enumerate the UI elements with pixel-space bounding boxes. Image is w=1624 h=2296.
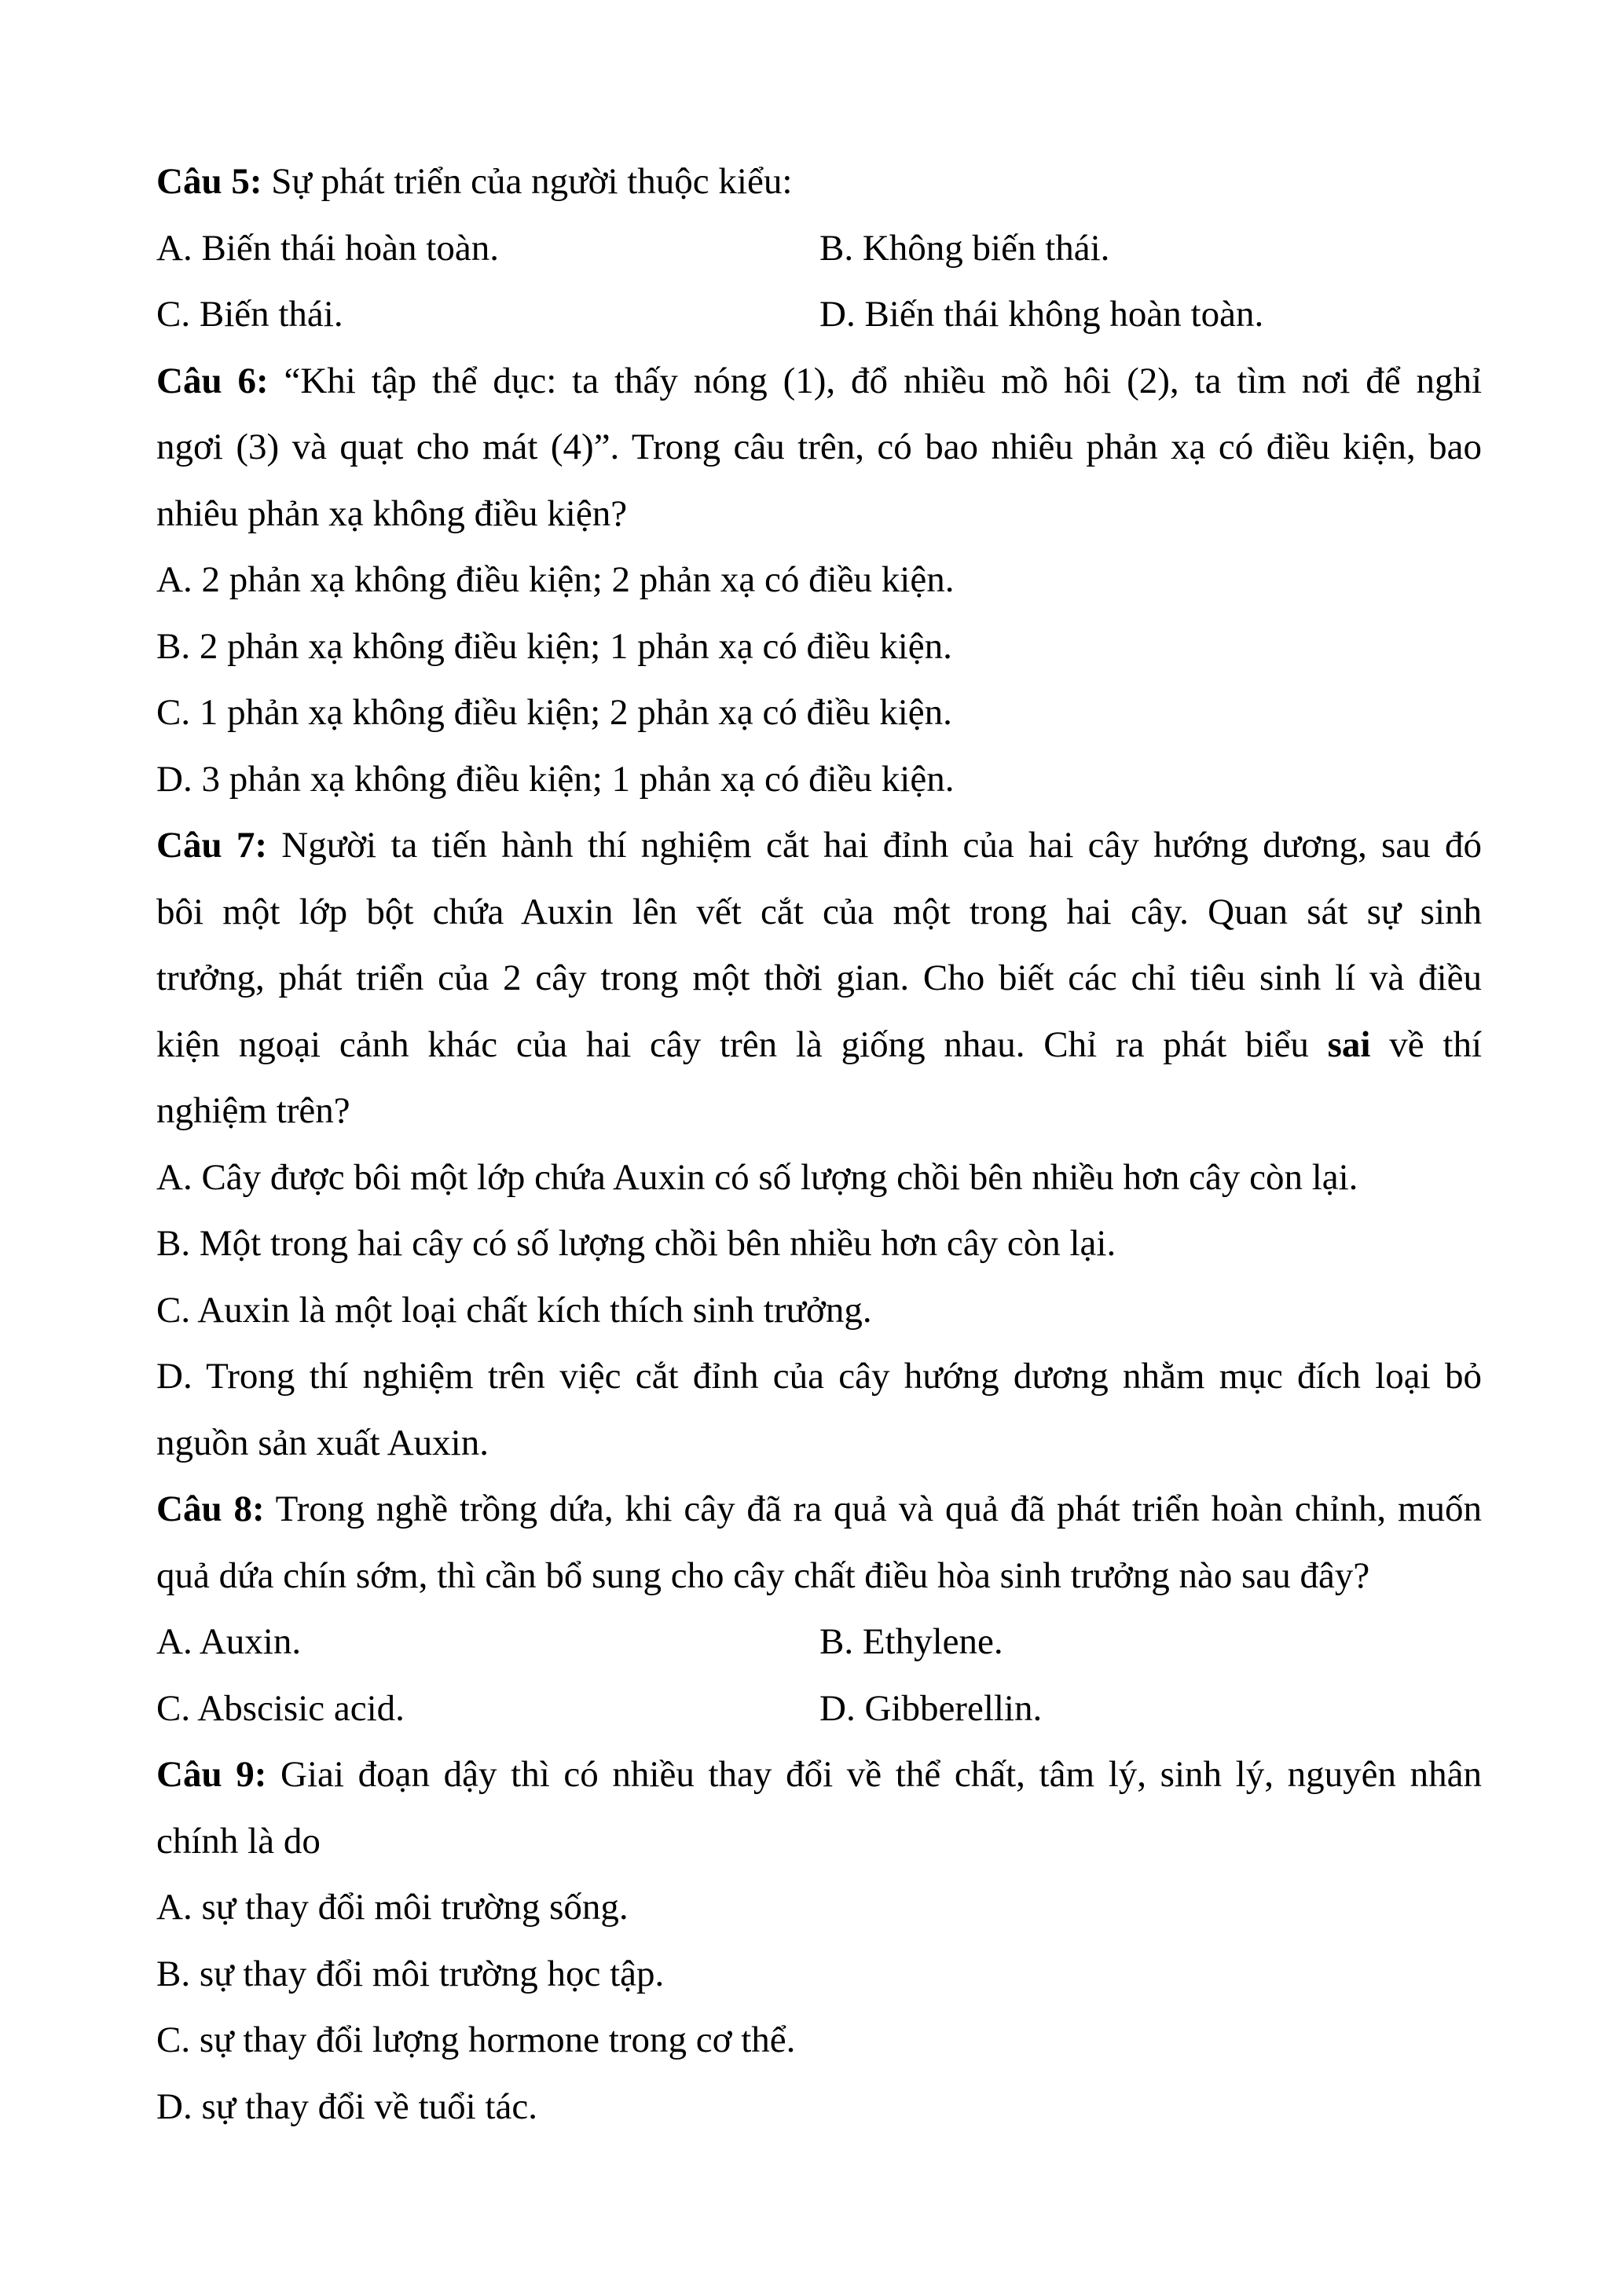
option-text: nguồn sản xuất Auxin. [156,1422,489,1463]
answer-option: B. Không biến thái. [819,227,1110,269]
answer-option [156,2007,1482,2074]
question-line [156,1012,1482,1078]
question-text: Sự phát triển của người thuộc kiểu: [262,161,793,202]
answer-option: C. Biến thái. [156,294,343,335]
answer-option: B. Ethylene. [819,1621,1003,1662]
option-text: C. Auxin là một loại chất kích thích sinh trưởng. [156,1289,872,1331]
answer-option [156,613,1482,680]
question-text: Trong nghề trồng dứa, khi cây đã ra quả và quả đã phát triển hoàn chỉnh, muốn [264,1489,1482,1529]
question-line [156,414,1482,481]
answer-option [156,1210,1482,1277]
question-text: trưởng, phát triển của 2 cây trong một thời gian. Cho biết các chỉ tiêu sinh lí và điều [156,958,1482,998]
answer-option [156,1277,1482,1344]
question-text: Người ta tiến hành thí nghiệm cắt hai đỉnh của hai cây hướng dương, sau đó [267,825,1482,866]
option-text: C. 1 phản xạ không điều kiện; 2 phản xạ có điều kiện. [156,692,952,733]
option-row [156,281,1482,348]
question-text: “Khi tập thể dục: ta thấy nóng (1), đổ nhiều mồ hôi (2), ta tìm nơi để nghỉ [268,360,1482,401]
answer-option [156,547,1482,613]
question-text: về thí [1370,1023,1482,1065]
question-line [156,1543,1482,1609]
answer-option: D. Biến thái không hoàn toàn. [819,294,1264,335]
question-label: Câu 7: [156,825,267,866]
question-line [156,812,1482,879]
answer-option: D. Gibberellin. [819,1687,1043,1729]
question-line [156,148,1482,215]
question-text: ngơi (3) và quạt cho mát (4)”. Trong câu trên, có bao nhiêu phản xạ có điều kiện, bao [156,427,1482,467]
question-text: Giai đoạn dậy thì có nhiều thay đổi về thể chất, tâm lý, sinh lý, nguyên nhân [266,1754,1482,1795]
question-label: Câu 9: [156,1754,267,1795]
answer-option [156,679,1482,746]
answer-option: A. Biến thái hoàn toàn. [156,227,499,269]
option-text: B. 2 phản xạ không điều kiện; 1 phản xạ có điều kiện. [156,625,952,667]
question-label: Câu 8: [156,1489,265,1529]
question-line [156,1741,1482,1808]
question-text: bôi một lớp bột chứa Auxin lên vết cắt của một trong hai cây. Quan sát sự sinh [156,891,1482,932]
question-text: chính là do [156,1820,321,1862]
option-row [156,1609,1482,1675]
answer-option [156,1410,1482,1477]
question-line [156,879,1482,946]
question-text: quả dứa chín sớm, thì cần bổ sung cho cây chất điều hòa sinh trưởng nào sau đây? [156,1554,1370,1596]
option-text: A. Cây được bôi một lớp chứa Auxin có số lượng chồi bên nhiều hơn cây còn lại. [156,1156,1358,1198]
question-text: nhiêu phản xạ không điều kiện? [156,493,628,534]
answer-option: A. Auxin. [156,1621,302,1662]
question-line [156,1078,1482,1144]
question-line [156,1808,1482,1875]
question-line [156,1476,1482,1543]
answer-option [156,1144,1482,1211]
option-text: D. 3 phản xạ không điều kiện; 1 phản xạ có điều kiện. [156,758,955,800]
question-text: kiện ngoại cảnh khác của hai cây trên là giống nhau. Chỉ ra phát biểu [156,1023,1328,1065]
option-text: D. sự thay đổi về tuổi tác. [156,2085,537,2127]
answer-option: C. Abscisic acid. [156,1687,405,1729]
emphasis-text: sai [1327,1023,1371,1065]
question-label: Câu 6: [156,360,269,401]
question-line [156,945,1482,1012]
answer-option [156,1874,1482,1941]
option-text: A. 2 phản xạ không điều kiện; 2 phản xạ có điều kiện. [156,559,955,600]
answer-option [156,1941,1482,2008]
question-label: Câu 5: [156,161,262,202]
option-text: B. sự thay đổi môi trường học tập. [156,1953,665,1994]
answer-option [156,1343,1482,1410]
option-row [156,215,1482,282]
answer-option [156,2074,1482,2140]
option-text: C. sự thay đổi lượng hormone trong cơ thể. [156,2020,796,2060]
answer-option [156,746,1482,813]
question-text: nghiệm trên? [156,1090,350,1131]
option-text: D. Trong thí nghiệm trên việc cắt đỉnh của cây hướng dương nhằm mục đích loại bỏ [156,1356,1482,1397]
question-line [156,348,1482,415]
option-text: A. sự thay đổi môi trường sống. [156,1887,629,1928]
question-line [156,481,1482,547]
exam-document [156,148,1482,2140]
option-row [156,1675,1482,1742]
option-text: B. Một trong hai cây có số lượng chồi bên nhiều hơn cây còn lại. [156,1223,1116,1264]
